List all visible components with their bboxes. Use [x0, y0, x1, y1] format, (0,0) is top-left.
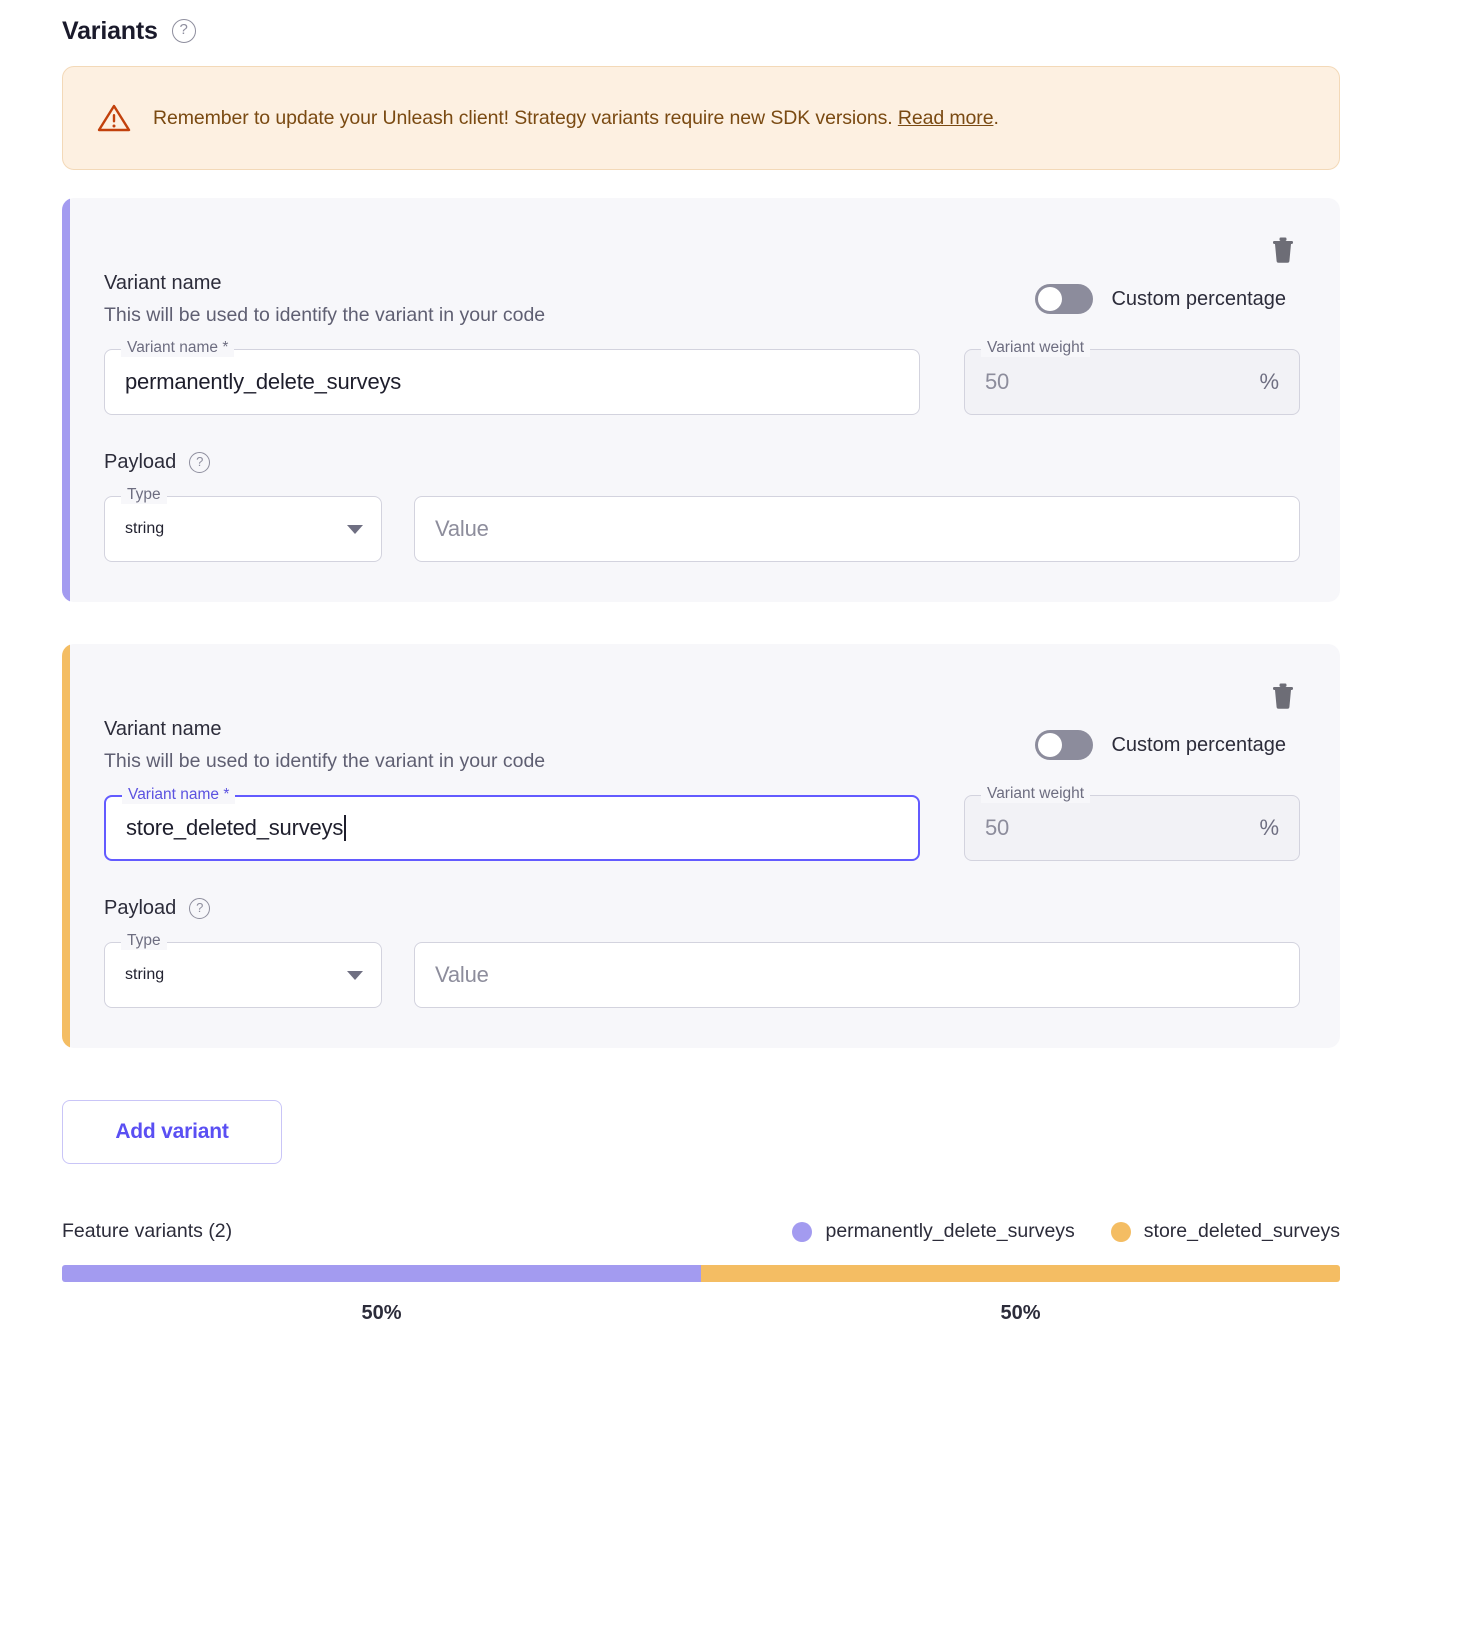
variant-name-input[interactable]: [104, 786, 920, 861]
payload-value-placeholder: Value: [435, 962, 489, 987]
variant-weight-input-value: 50: [985, 369, 1010, 394]
variant-name-description: This will be used to identify the variant in your code: [104, 750, 546, 772]
payload-header: [104, 451, 1300, 474]
summary-header: [62, 1220, 1340, 1243]
payload-type-select[interactable]: [104, 486, 382, 562]
custom-percentage-label: Custom percentage: [1111, 287, 1286, 310]
custom-percentage-control[interactable]: [1035, 718, 1286, 760]
variant-weight-input[interactable]: [964, 785, 1300, 861]
banner-message: [153, 107, 999, 130]
legend-item: [1111, 1220, 1340, 1243]
distribution-segment: [62, 1265, 701, 1282]
question-circle-icon[interactable]: ?: [189, 898, 210, 919]
chevron-down-icon: [347, 971, 363, 980]
banner-message-period: .: [993, 106, 999, 129]
custom-percentage-control[interactable]: [1035, 272, 1286, 314]
variants-summary: [62, 1220, 1340, 1325]
legend-color-dot: [792, 1222, 812, 1242]
page-title: Variants: [62, 16, 158, 45]
variant-name-description: This will be used to identify the variant in your code: [104, 304, 546, 326]
variant-name-label: Variant name: [104, 718, 222, 740]
variant-name-input-legend: Variant name *: [121, 339, 234, 357]
payload-label: Payload: [104, 451, 177, 473]
legend-label: store_deleted_surveys: [1143, 1220, 1340, 1242]
distribution-percent-labels: [62, 1302, 1340, 1325]
delete-variant-button[interactable]: [1266, 232, 1300, 266]
legend-item: [792, 1220, 1074, 1243]
variant-name-header: [104, 272, 1300, 327]
variant-fields-row: [104, 339, 1300, 415]
variant-fields-row: [104, 785, 1300, 861]
payload-value-input[interactable]: [414, 496, 1300, 562]
banner-message-text: Remember to update your Unleash client! Strategy variants require new SDK versions.: [153, 106, 898, 129]
payload-type-value: string: [125, 520, 165, 537]
payload-row: [104, 486, 1300, 562]
distribution-percent: 50%: [1000, 1302, 1041, 1324]
text-cursor: [344, 815, 346, 841]
variant-accent-bar: [62, 198, 70, 602]
toggle-knob: [1038, 733, 1062, 757]
read-more-link[interactable]: Read more: [897, 106, 994, 129]
question-circle-icon[interactable]: ?: [172, 19, 196, 43]
variant-weight-input-legend: Variant weight: [981, 339, 1090, 357]
delete-variant-button[interactable]: [1266, 678, 1300, 712]
payload-type-legend: Type: [121, 932, 167, 950]
variant-weight-input[interactable]: [964, 339, 1300, 415]
sdk-warning-banner: [62, 66, 1340, 170]
payload-type-legend: Type: [121, 486, 167, 504]
legend-label: permanently_delete_surveys: [825, 1220, 1075, 1242]
question-circle-icon[interactable]: ?: [189, 452, 210, 473]
feature-variants-count: Feature variants (2): [62, 1220, 233, 1242]
variant-name-header: [104, 718, 1300, 773]
custom-percentage-label: Custom percentage: [1111, 733, 1286, 756]
variant-name-input-value: permanently_delete_surveys: [125, 369, 402, 394]
payload-row: [104, 932, 1300, 1008]
variants-section-header: [0, 0, 1458, 52]
payload-type-value: string: [125, 966, 165, 983]
legend-color-dot: [1111, 1222, 1131, 1242]
percent-symbol: %: [1259, 369, 1279, 394]
custom-percentage-toggle[interactable]: [1035, 730, 1093, 760]
payload-label: Payload: [104, 897, 177, 919]
variant-weight-input-value: 50: [985, 815, 1010, 840]
variant-weight-input-legend: Variant weight: [981, 785, 1090, 803]
payload-value-placeholder: Value: [435, 516, 489, 541]
variant-distribution-bar: [62, 1265, 1340, 1282]
variant-card-toolbar: [104, 678, 1300, 712]
distribution-segment: [701, 1265, 1340, 1282]
payload-header: [104, 897, 1300, 920]
variant-name-input-value: store_deleted_surveys: [126, 815, 344, 840]
variant-name-label: Variant name: [104, 272, 222, 294]
variant-name-input[interactable]: [104, 339, 920, 415]
payload-value-input[interactable]: [414, 942, 1300, 1008]
percent-symbol: %: [1259, 815, 1279, 840]
summary-legend: [792, 1220, 1340, 1243]
distribution-percent: 50%: [361, 1302, 402, 1324]
add-variant-button[interactable]: Add variant: [62, 1100, 282, 1164]
chevron-down-icon: [347, 525, 363, 534]
variant-card-toolbar: [104, 232, 1300, 266]
custom-percentage-toggle[interactable]: [1035, 284, 1093, 314]
variant-card: [62, 198, 1340, 602]
variant-accent-bar: [62, 644, 70, 1048]
warning-triangle-icon: [97, 103, 131, 133]
toggle-knob: [1038, 287, 1062, 311]
payload-type-select[interactable]: [104, 932, 382, 1008]
variant-card: [62, 644, 1340, 1048]
variant-name-input-legend: Variant name *: [122, 786, 235, 804]
